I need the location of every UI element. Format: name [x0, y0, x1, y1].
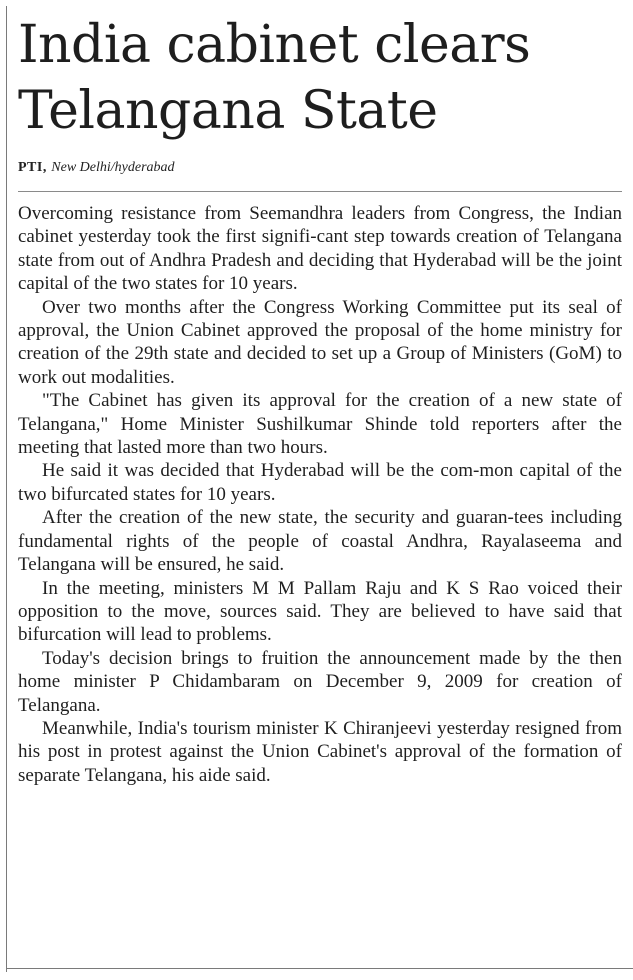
article-paragraph-5: After the creation of the new state, the security and guaran-tees including fundamental rights of the people of coastal Andhra, Rayalaseema and Telangana will be ensured, he said. [18, 507, 622, 576]
article-paragraph-6: In the meeting, ministers M M Pallam Raju and K S Rao voiced their opposition to the move, sources said. They are believed to have said that bifurcation will lead to problems. [18, 577, 622, 646]
article-paragraph-4: He said it was decided that Hyderabad will be the com-mon capital of the two bifurcated states for 10 years. [18, 460, 622, 505]
byline-dateline: New Delhi/hyderabad [51, 160, 175, 175]
article-body [18, 202, 622, 787]
headline-line-2: Telangana State [18, 81, 438, 141]
bottom-rule [6, 968, 633, 969]
left-column-rule [6, 6, 7, 972]
article-paragraph-8: Meanwhile, India's tourism minister K Chiranjeevi yesterday resigned from his post in protest against the Union Cabinet's approval of the formation of separate Telangana, his aide said. [18, 717, 622, 786]
article-paragraph-1: Overcoming resistance from Seemandhra leaders from Congress, the Indian cabinet yesterday took the first signifi-cant step towards creation of Telangana state from out of Andhra Pradesh and deciding that Hyderabad will be the joint capital of the two states for 10 years. [18, 203, 622, 295]
byline-divider [18, 191, 622, 192]
article-paragraph-7: Today's decision brings to fruition the announcement made by the then home minister P Chidambaram on December 9, 2009 for creation of Telangana. [18, 647, 622, 716]
article-paragraph-3: "The Cabinet has given its approval for the creation of a new state of Telangana," Home Minister Sushilkumar Shinde told reporters after the meeting that lasted more than two hours. [18, 390, 622, 459]
news-article [18, 12, 622, 787]
headline-line-1: India cabinet clears [18, 15, 531, 75]
headline [18, 12, 622, 144]
article-paragraph-2: Over two months after the Congress Working Committee put its seal of approval, the Union Cabinet approved the proposal of the home ministry for creation of the 29th state and decided to set up a Group of Ministers (GoM) to work out modalities. [18, 296, 622, 388]
byline-agency: PTI, [18, 160, 47, 175]
byline [18, 158, 622, 177]
